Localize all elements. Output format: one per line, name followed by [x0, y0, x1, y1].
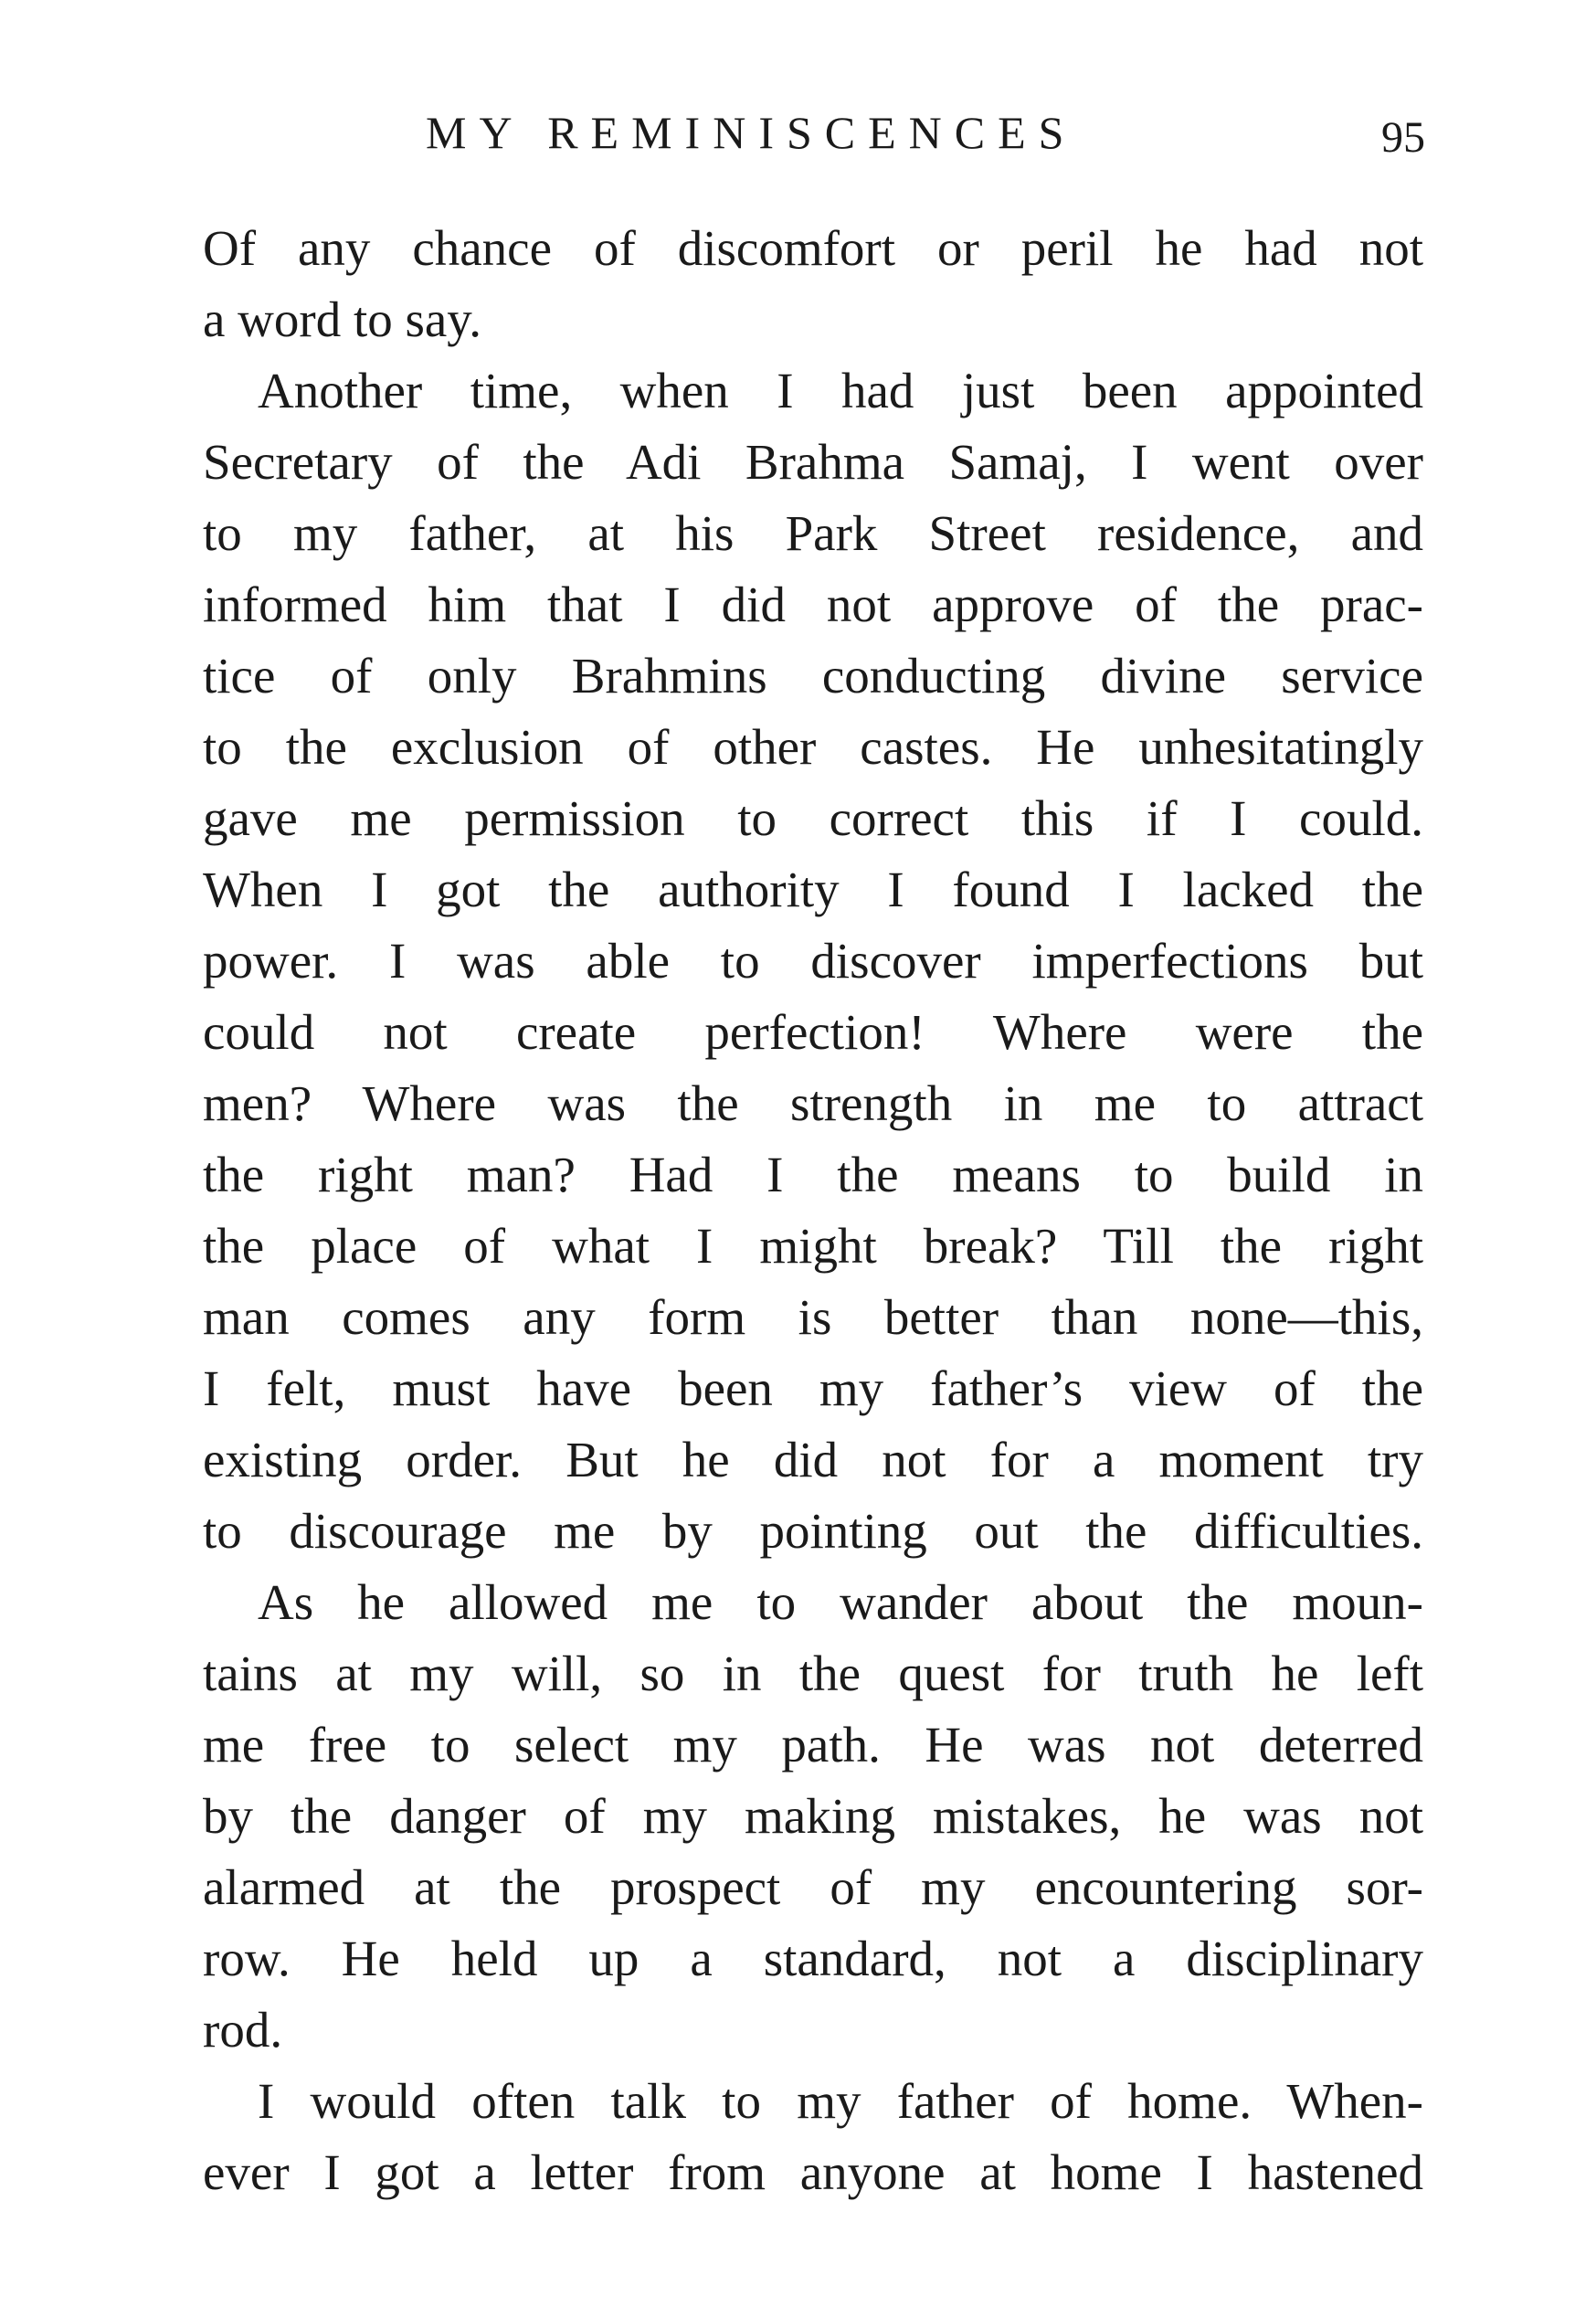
text-line: As he allowed me to wander about the moun- [258, 1574, 1423, 1630]
text-line: I felt, must have been my father’s view of the [203, 1360, 1423, 1416]
text-line: the place of what I might break? Till the right [203, 1218, 1423, 1274]
text-line: the right man? Had I the means to build in [203, 1147, 1423, 1202]
text-line: existing order. But he did not for a moment try [203, 1432, 1423, 1487]
text-line: rod. [203, 2002, 283, 2058]
text-line: tice of only Brahmins conducting divine service [203, 648, 1423, 704]
text-line: I would often talk to my father of home. When- [258, 2073, 1423, 2129]
text-line: Another time, when I had just been appointed [258, 363, 1423, 418]
text-line: row. He held up a standard, not a disciplinary [203, 1931, 1423, 1986]
text-line: to discourage me by pointing out the difficulties. [203, 1503, 1423, 1559]
text-line: Secretary of the Adi Brahma Samaj, I went over [203, 434, 1423, 490]
text-line: alarmed at the prospect of my encountering sor- [203, 1859, 1423, 1915]
text-line: me free to select my path. He was not deterred [203, 1717, 1423, 1773]
text-line: could not create perfection! Where were the [203, 1004, 1423, 1060]
text-line: Of any chance of discomfort or peril he had not [203, 220, 1423, 276]
text-line: tains at my will, so in the quest for truth he left [203, 1646, 1423, 1701]
text-line: to the exclusion of other castes. He unhesitatingly [203, 719, 1423, 775]
text-line: When I got the authority I found I lacked the [203, 862, 1423, 917]
text-line: by the danger of my making mistakes, he was not [203, 1788, 1423, 1844]
text-line: gave me permission to correct this if I could. [203, 790, 1423, 846]
text-line: ever I got a letter from anyone at home I hastened [203, 2144, 1423, 2200]
running-title: MY REMINISCENCES [426, 107, 1077, 158]
text-line: power. I was able to discover imperfections but [203, 933, 1423, 989]
page-number: 95 [1381, 113, 1425, 162]
text-line: a word to say. [203, 291, 481, 347]
text-line: men? Where was the strength in me to attract [203, 1075, 1423, 1131]
body-text [203, 213, 1423, 2208]
text-line: man comes any form is better than none—this, [203, 1289, 1423, 1345]
text-line: to my father, at his Park Street residence, and [203, 505, 1423, 561]
text-line: informed him that I did not approve of the prac- [203, 577, 1423, 632]
